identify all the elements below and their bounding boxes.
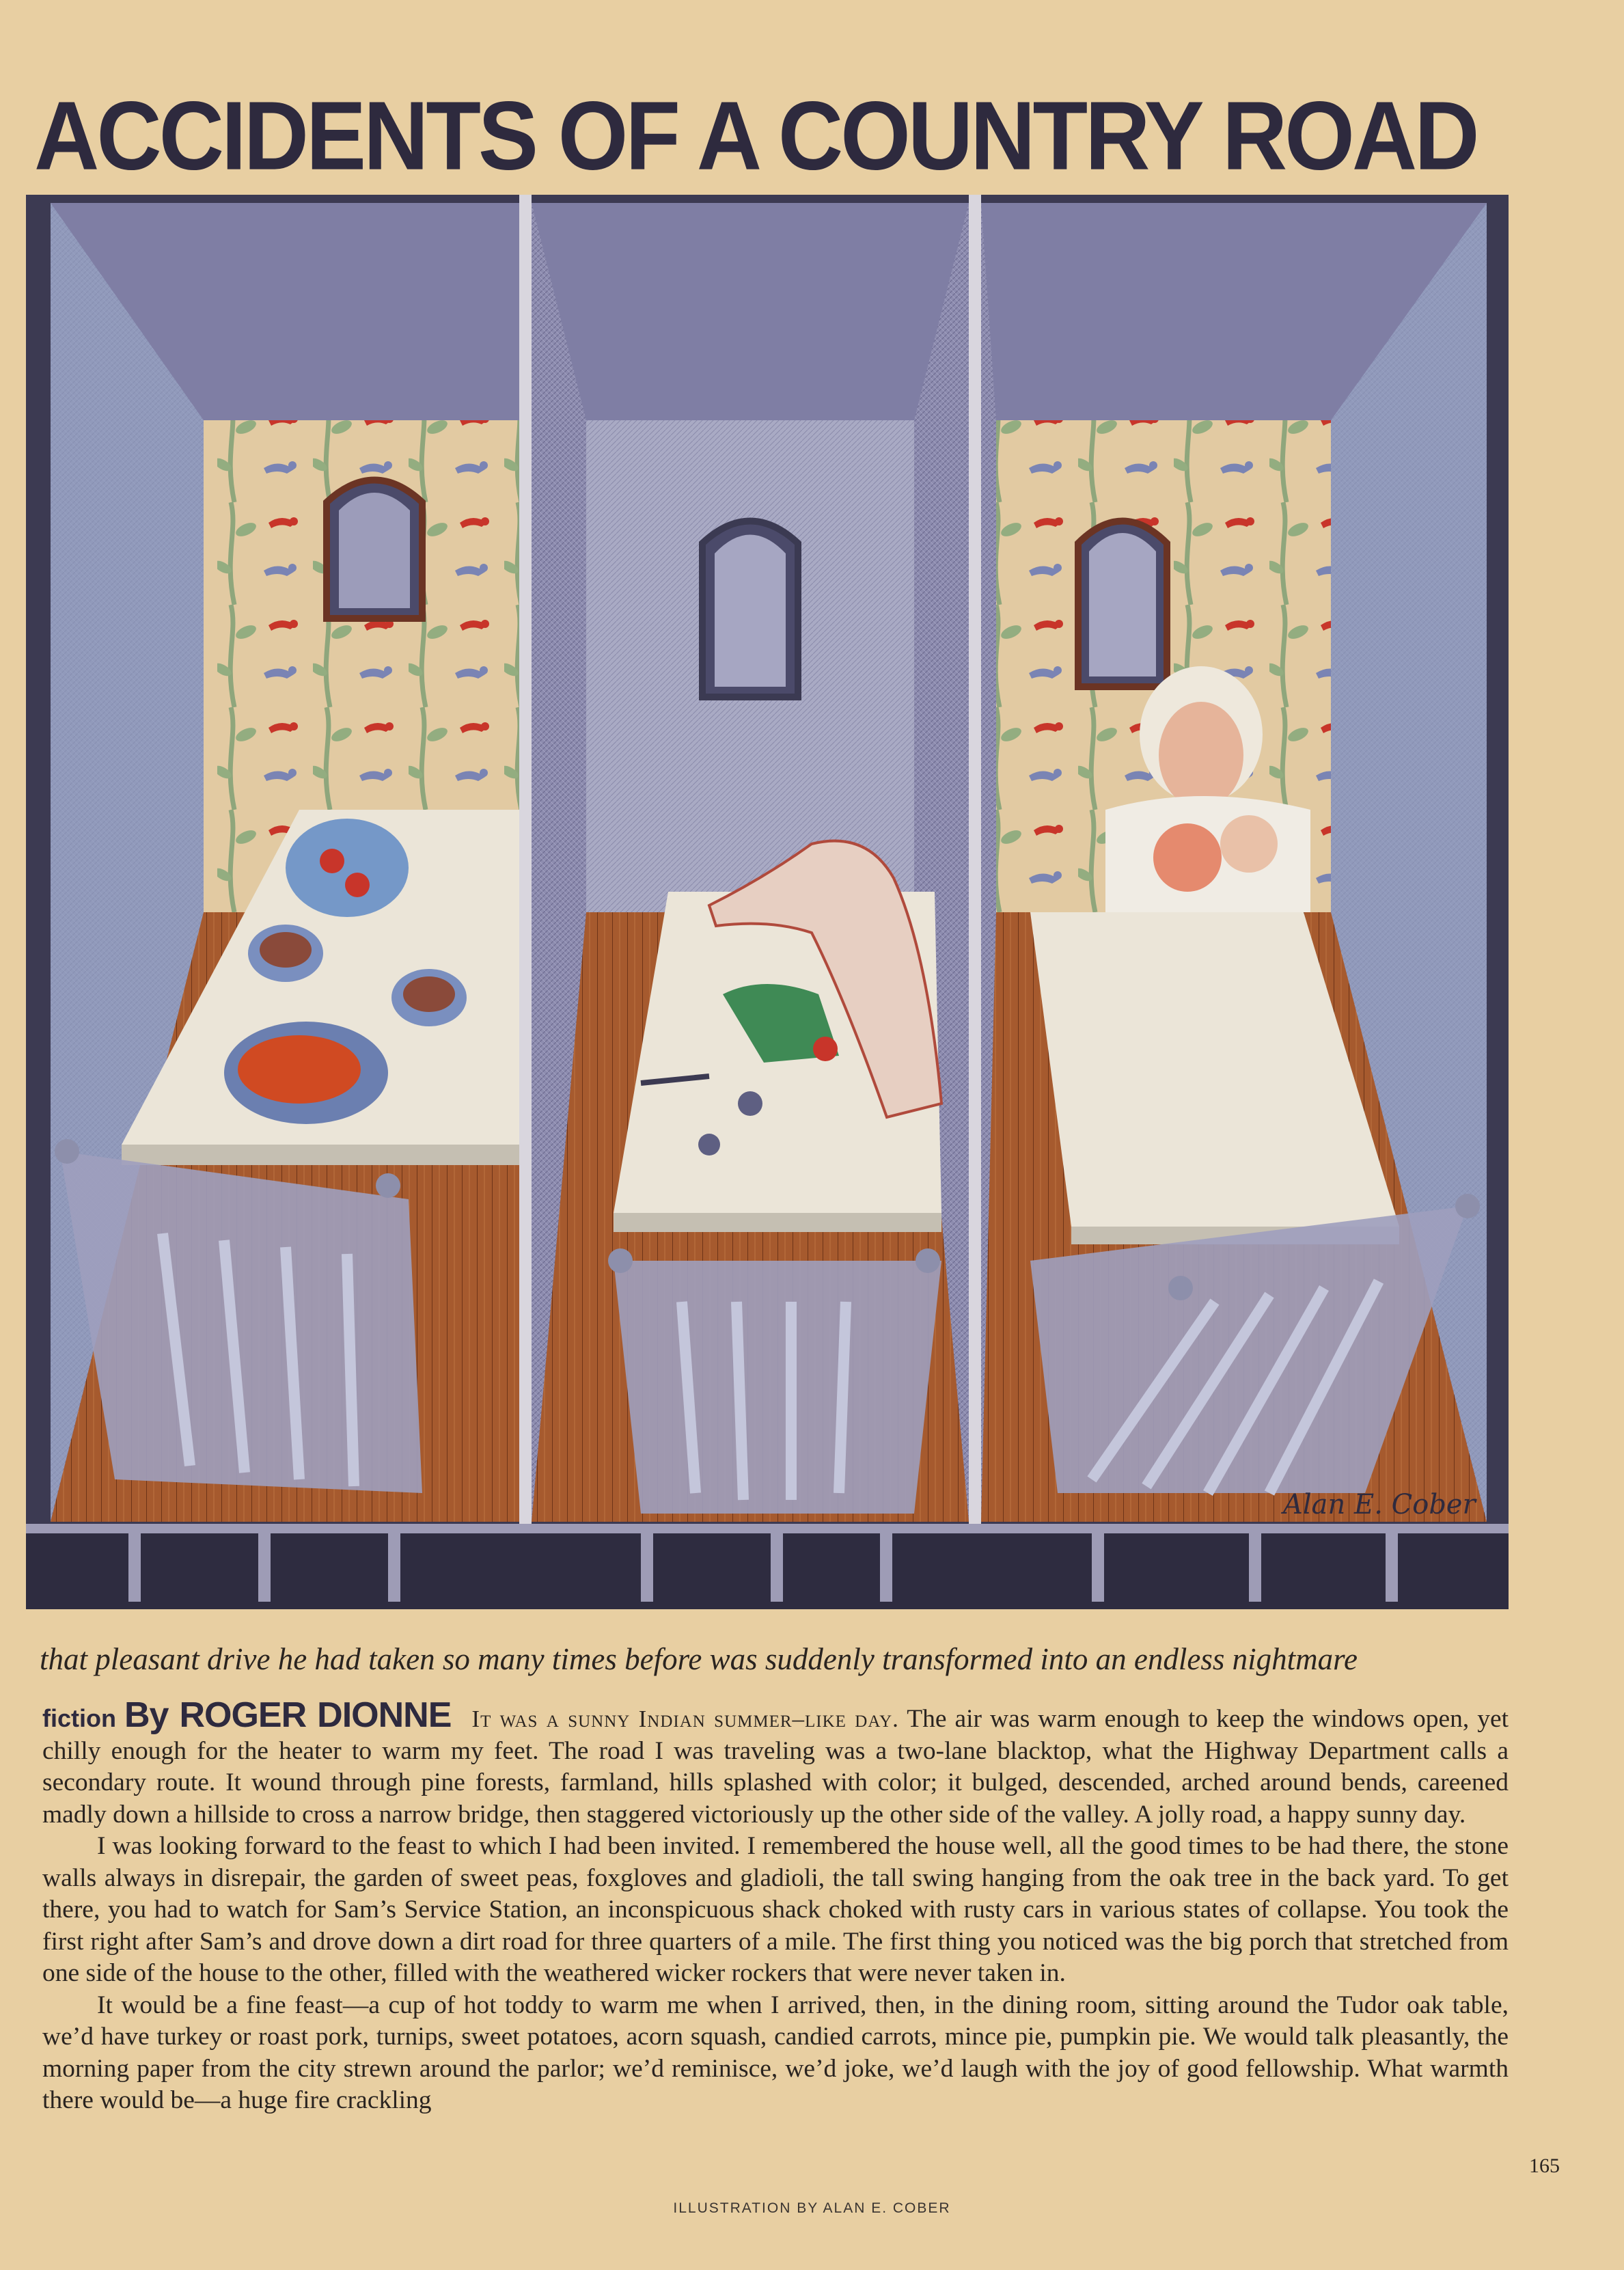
artist-signature: Alan E. Cober — [1283, 1489, 1476, 1520]
story-paragraph: I was looking forward to the feast to which I had been invited. I remembered the house well, all the good times to be had there, the stone walls always in disrepair, the garden of sweet peas, foxgloves and gladioli, the tall swing hanging from the oak tree in the back yard. To get there, you had to watch for Sam’s Service Station, an inconspicuous shack choked with rusty cars in various states of collapse. You took the first right after Sam’s and drove down a dirt road for three quarters of a mile. The first thing you noticed was the big porch that stretched from one side of the house to the other, filled with the weathered wicker rockers that were never taken in. — [42, 1832, 1509, 1987]
story-paragraph — [42, 1695, 1509, 1831]
lead-in: It was a sunny Indian summer–like day. — [471, 1706, 899, 1732]
room-middle — [532, 203, 969, 1522]
room-right — [981, 203, 1487, 1522]
room-left — [51, 203, 519, 1522]
headline: ACCIDENTS OF A COUNTRY ROAD — [34, 81, 1477, 190]
byline: By ROGER DIONNE — [124, 1695, 452, 1735]
illustration-credit: ILLUSTRATION BY ALAN E. COBER — [673, 2200, 951, 2216]
subtitle: that pleasant drive he had taken so many times before was suddenly transformed into an endless nightmare — [40, 1642, 1358, 1676]
story-paragraph: It would be a fine feast—a cup of hot toddy to warm me when I arrived, then, in the dining room, sitting around the Tudor oak table, we’d have turkey or roast pork, turnips, sweet potatoes, acorn squash, candied carrots, mince pie, pumpkin pie. We would talk pleasantly, the morning paper from the city strewn around the parlor; we’d reminisce, we’d joke, we’d laugh with the joy of good fellowship. What warmth there would be—a huge fire crackling — [42, 1991, 1509, 2114]
paragraph-text: The air was warm enough to keep the windows open, yet chilly enough for the heater to warm my feet. The road I was traveling was a two-lane blacktop, what the Highway Department calls a secondary route. It wound through pine forests, farmland, hills splashed with color; it bulged, descended, arched around bends, careened madly down a hillside to cross a narrow bridge, then staggered victoriously up the other side of the valley. A jolly road, a happy sunny day. — [42, 1705, 1509, 1829]
illustration — [26, 195, 1509, 1609]
section-kicker: fiction — [42, 1704, 116, 1732]
page-number: 165 — [1529, 2155, 1560, 2177]
story-text — [42, 1695, 1509, 2117]
